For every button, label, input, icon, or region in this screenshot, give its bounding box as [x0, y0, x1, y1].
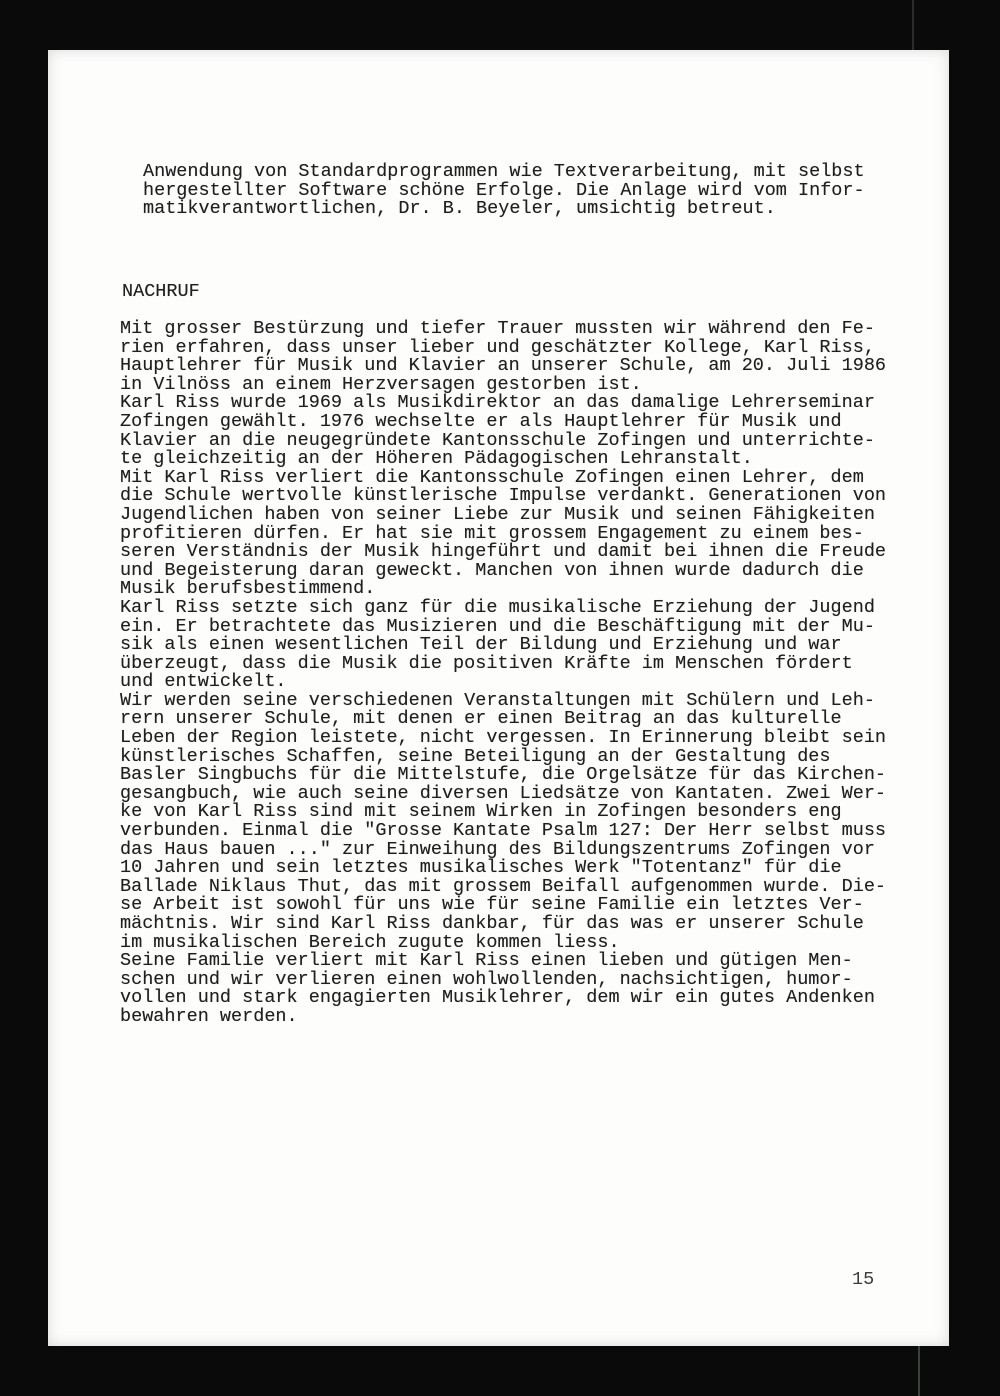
- text-line: Ballade Niklaus Thut, das mit grossem Beifall aufgenommen wurde. Die-: [120, 875, 887, 897]
- text-line: Hauptlehrer für Musik und Klavier an unserer Schule, am 20. Juli 1986: [120, 355, 887, 377]
- text-line: und Begeisterung daran geweckt. Manchen von ihnen wurde dadurch die: [120, 559, 864, 581]
- text-line: bewahren werden.: [120, 1005, 298, 1027]
- text-line: Seine Familie verliert mit Karl Riss einen lieben und gütigen Men-: [120, 950, 853, 972]
- text-line: se Arbeit ist sowohl für uns wie für seine Familie ein letztes Ver-: [120, 894, 864, 916]
- text-line: Klavier an die neugegründete Kantonsschule Zofingen und unterrichte-: [120, 429, 875, 451]
- text-line: im musikalischen Bereich zugute kommen liess.: [120, 931, 620, 953]
- text-line: Basler Singbuchs für die Mittelstufe, die Orgelsätze für das Kirchen-: [120, 764, 887, 786]
- text-line: Wir werden seine verschiedenen Veranstaltungen mit Schülern und Leh-: [120, 689, 875, 711]
- text-line: seren Verständnis der Musik hingeführt und damit bei ihnen die Freude: [120, 541, 887, 563]
- text-line: matikverantwortlichen, Dr. B. Beyeler, umsichtig betreut.: [143, 198, 776, 220]
- text-line: hergestellter Software schöne Erfolge. Die Anlage wird vom Infor-: [143, 179, 865, 201]
- text-line: und entwickelt.: [120, 671, 287, 693]
- intro-paragraph: [143, 163, 865, 219]
- text-line: Musik berufsbestimmend.: [120, 578, 376, 600]
- text-line: die Schule wertvolle künstlerische Impulse verdankt. Generationen von: [120, 485, 887, 507]
- text-line: verbunden. Einmal die "Grosse Kantate Psalm 127: Der Herr selbst muss: [120, 820, 887, 842]
- text-line: überzeugt, dass die Musik die positiven Kräfte im Menschen fördert: [120, 652, 853, 674]
- text-line: profitieren dürfen. Er hat sie mit grossem Engagement zu einem bes-: [120, 522, 864, 544]
- backdrop-seam-bottom: [918, 1346, 920, 1396]
- text-line: Mit Karl Riss verliert die Kantonsschule Zofingen einen Lehrer, dem: [120, 466, 864, 488]
- text-line: ein. Er betrachtete das Musizieren und die Beschäftigung mit der Mu-: [120, 615, 875, 637]
- text-line: rern unserer Schule, mit denen er einen Beitrag an das kulturelle: [120, 708, 842, 730]
- page-number: 15: [852, 1269, 875, 1290]
- text-line: künstlerisches Schaffen, seine Beteiligung an der Gestaltung des: [120, 745, 831, 767]
- text-line: Mit grosser Bestürzung und tiefer Trauer mussten wir während den Fe-: [120, 318, 875, 339]
- text-line: in Vilnöss an einem Herzversagen gestorben ist.: [120, 373, 642, 395]
- text-line: mächtnis. Wir sind Karl Riss dankbar, für das was er unserer Schule: [120, 913, 864, 934]
- text-line: das Haus bauen ..." zur Einweihung des Bildungszentrums Zofingen vor: [120, 838, 875, 860]
- backdrop-seam-top: [912, 0, 914, 50]
- text-line: Anwendung von Standardprogrammen wie Textverarbeitung, mit selbst: [143, 161, 865, 182]
- text-line: rien erfahren, dass unser lieber und geschätzter Kollege, Karl Riss,: [120, 336, 875, 358]
- text-line: Jugendlichen haben von seiner Liebe zur Musik und seinen Fähigkeiten: [120, 503, 875, 525]
- text-line: gesangbuch, wie auch seine diversen Liedsätze von Kantaten. Zwei Wer-: [120, 782, 887, 804]
- scanned-page: [48, 50, 949, 1346]
- text-line: schen und wir verlieren einen wohlwollenden, nachsichtigen, humor-: [120, 968, 853, 990]
- section-heading: NACHRUF: [122, 281, 200, 302]
- text-line: Zofingen gewählt. 1976 wechselte er als Hauptlehrer für Musik und: [120, 410, 842, 432]
- text-line: vollen und stark engagierten Musiklehrer, dem wir ein gutes Andenken: [120, 987, 875, 1009]
- text-line: te gleichzeitig an der Höheren Pädagogischen Lehranstalt.: [120, 448, 753, 470]
- text-line: Leben der Region leistete, nicht vergessen. In Erinnerung bleibt sein: [120, 727, 887, 749]
- text-line: Karl Riss wurde 1969 als Musikdirektor an das damalige Lehrerseminar: [120, 392, 875, 414]
- text-line: sik als einen wesentlichen Teil der Bildung und Erziehung und war: [120, 634, 842, 656]
- text-line: ke von Karl Riss sind mit seinem Wirken in Zofingen besonders eng: [120, 801, 842, 823]
- obituary-body: [120, 320, 886, 1027]
- text-line: Karl Riss setzte sich ganz für die musikalische Erziehung der Jugend: [120, 596, 875, 618]
- text-line: 10 Jahren und sein letztes musikalisches Werk "Totentanz" für die: [120, 857, 842, 879]
